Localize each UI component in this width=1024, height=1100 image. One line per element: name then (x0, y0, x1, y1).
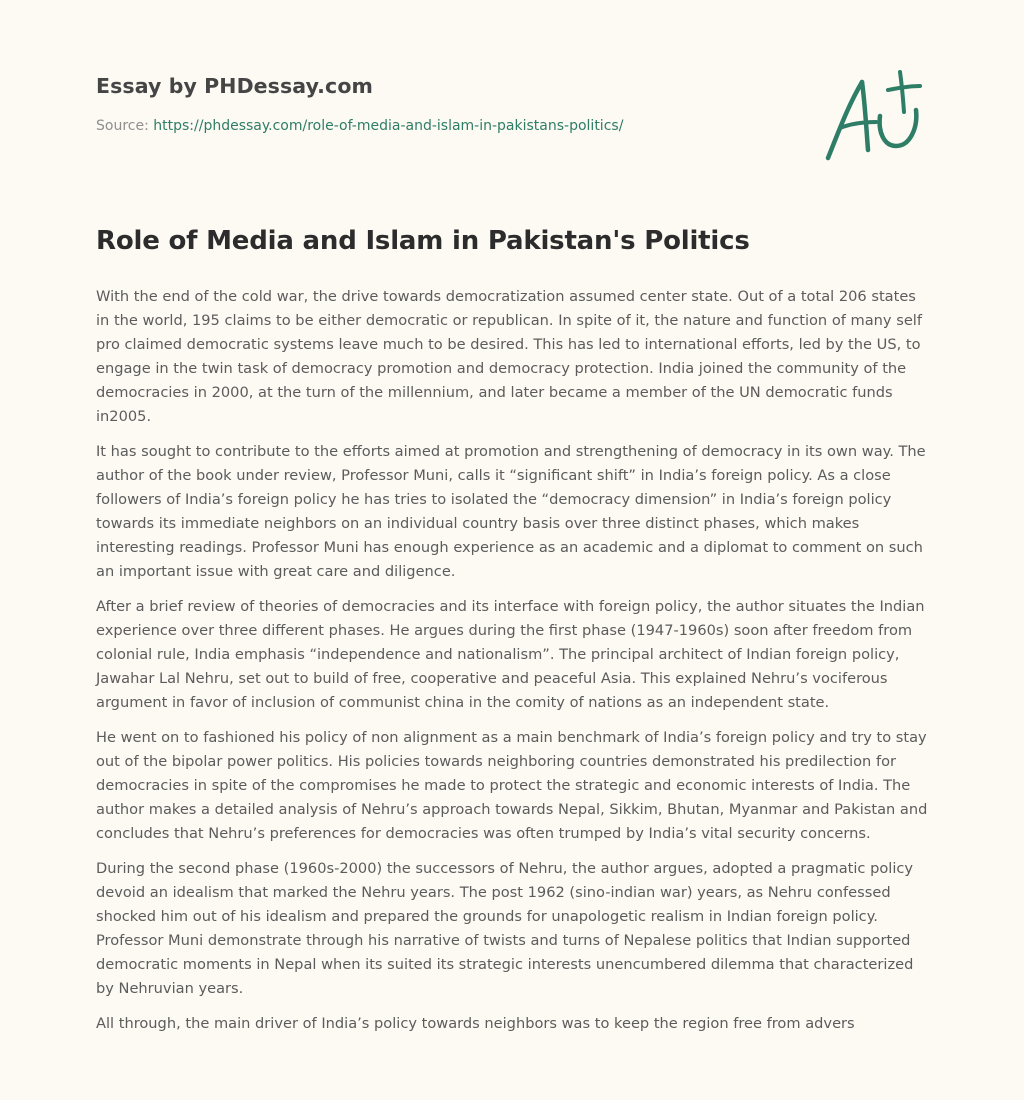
source-line (96, 118, 796, 134)
source-link[interactable]: https://phdessay.com/role-of-media-and-islam-in-pakistans-politics/ (153, 118, 624, 134)
essay-paragraph: During the second phase (1960s-2000) the successors of Nehru, the author argues, adopted a pragmatic policy devoid an idealism that marked the Nehru years. The post 1962 (sino-indian war) years, as Nehru confessed shocked him out of his idealism and prepared the grounds for unapologetic realism in Indian foreign policy. Professor Muni demonstrate through his narrative of twists and turns of Nepalese politics that Indian supported democratic moments in Nepal when its suited its strategic interests unencumbered dilemma that characterized by Nehruvian years. (96, 860, 914, 997)
a-plus-grade-icon (818, 66, 930, 166)
source-label: Source: (96, 118, 149, 134)
brand-title: Essay by PHDessay.com (96, 74, 373, 98)
essay-title: Role of Media and Islam in Pakistan's Politics (96, 226, 750, 256)
essay-header (96, 74, 796, 134)
essay-paragraph: He went on to fashioned his policy of non alignment as a main benchmark of India’s foreign policy and try to stay out of the bipolar power politics. His policies towards neighboring countries demonstrated his predilection for democracies in spite of the compromises he made to protect the strategic and economic interests of India. The author makes a detailed analysis of Nehru’s approach towards Nepal, Sikkim, Bhutan, Myanmar and Pakistan and concludes that Nehru’s preferences for democracies was often trumped by India’s vital security concerns. (96, 729, 928, 842)
essay-paragraph: After a brief review of theories of democracies and its interface with foreign policy, the author situates the Indian experience over three different phases. He argues during the first phase (1947-1960s) soon after freedom from colonial rule, India emphasis “independence and nationalism”. The principal architect of Indian foreign policy, Jawahar Lal Nehru, set out to build of free, cooperative and peaceful Asia. This explained Nehru’s vociferous argument in favor of inclusion of communist china in the comity of nations as an independent state. (96, 598, 925, 711)
essay-paragraph: It has sought to contribute to the efforts aimed at promotion and strengthening of democracy in its own way. The author of the book under review, Professor Muni, calls it “significant shift” in India’s foreign policy. As a close followers of India’s foreign policy he has tries to isolated the “democracy dimension” in India’s foreign policy towards its immediate neighbors on an individual country basis over three distinct phases, which makes interesting readings. Professor Muni has enough experience as an academic and a diplomat to comment on such an important issue with great care and diligence. (96, 443, 926, 580)
essay-body (96, 285, 928, 1047)
essay-paragraph: All through, the main driver of India’s policy towards neighbors was to keep the region free from advers (96, 1015, 855, 1032)
essay-paragraph: With the end of the cold war, the drive towards democratization assumed center state. Out of a total 206 states in the world, 195 claims to be either democratic or republican. In spite of it, the nature and function of many self pro claimed democratic systems leave much to be desired. This has led to international efforts, led by the US, to engage in the twin task of democracy promotion and democracy protection. India joined the community of the democracies in 2000, at the turn of the millennium, and later became a member of the UN democratic funds in2005. (96, 288, 922, 425)
